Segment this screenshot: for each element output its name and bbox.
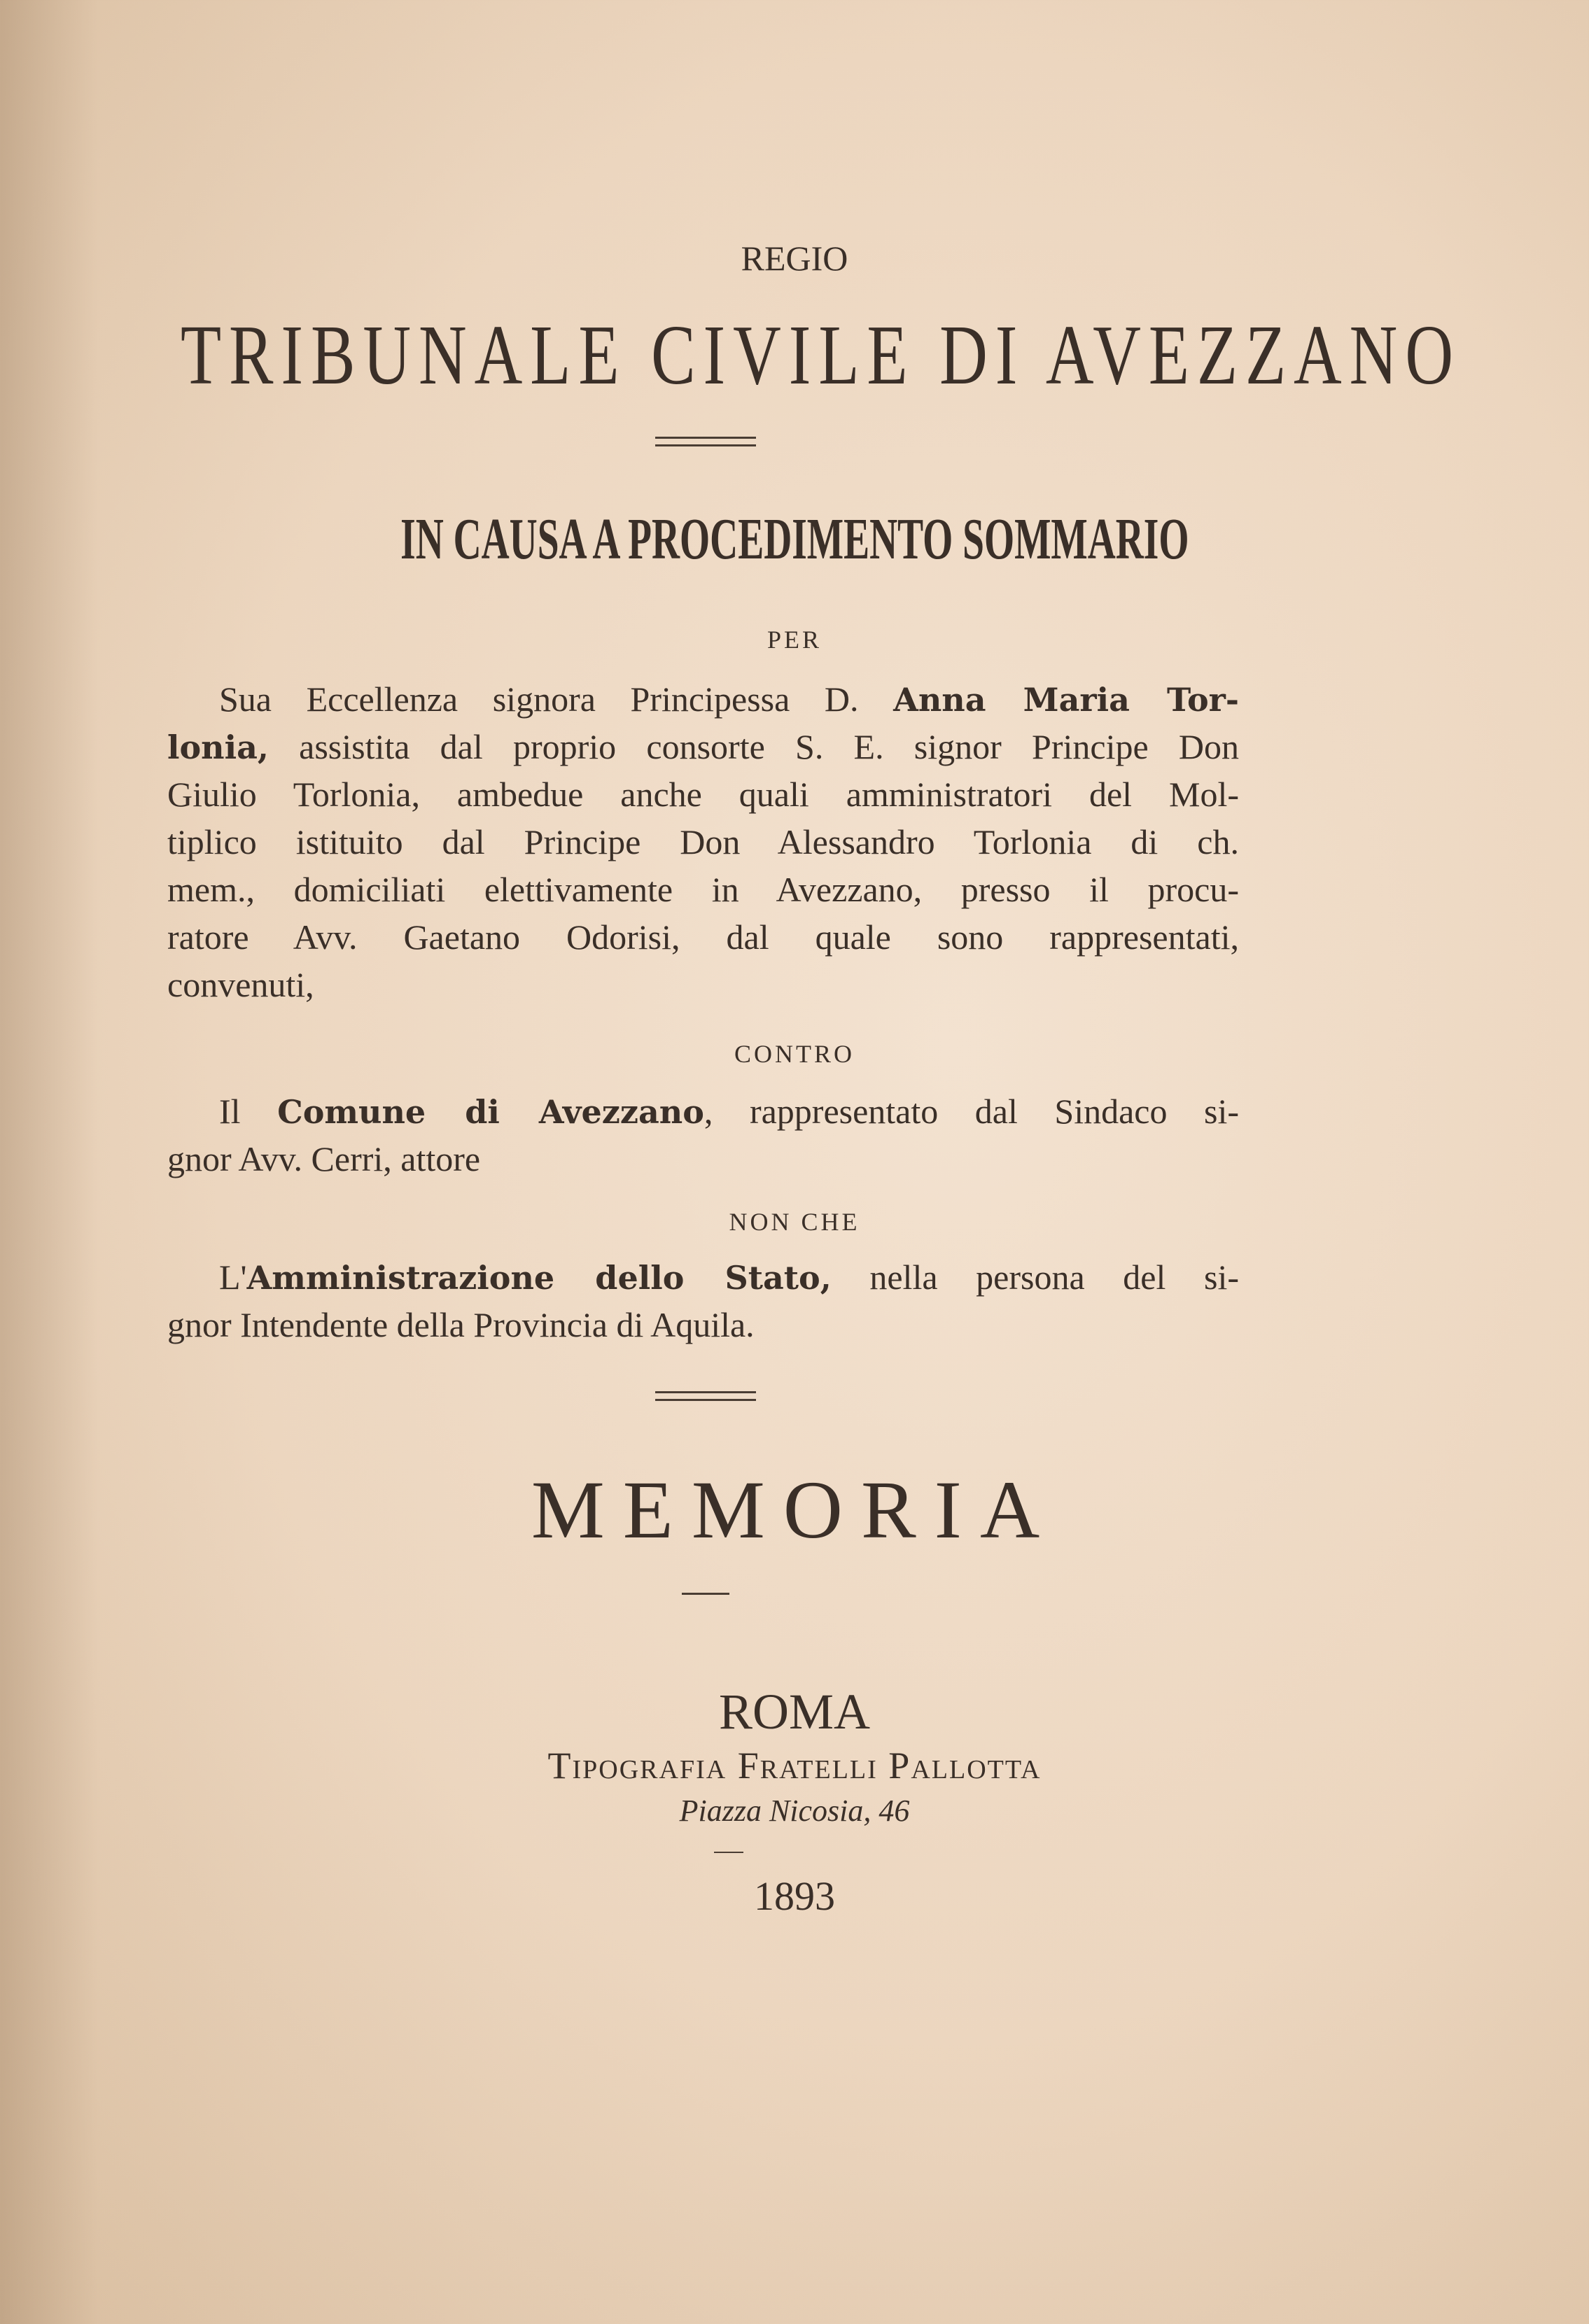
memoria-text: MEMORIA [531,1464,1058,1556]
text-line [167,1253,1239,1301]
double-rule-2 [655,1391,756,1401]
text-line [167,1087,1239,1135]
text-segment: gnor Avv. Cerri, attore [167,1139,481,1178]
non-che-text: NON CHE [729,1208,860,1236]
text-line [167,961,1239,1008]
imprint-dash [714,1852,743,1853]
text-segment: Il [219,1092,278,1131]
per-text: PER [766,626,822,654]
contro-text: CONTRO [734,1040,855,1068]
double-rule [655,437,756,446]
text-line [167,1135,1239,1183]
text-segment: nella persona del si- [831,1258,1239,1297]
text-segment: assistita dal proprio consorte S. E. signor Principe Don [268,727,1239,766]
non-che-label [0,1207,1589,1237]
regio-text: REGIO [741,239,848,278]
text-line [167,818,1239,866]
printer-text: Tipografia Fratelli Pallotta [547,1745,1042,1787]
text-line [167,770,1239,818]
year-text: 1893 [754,1873,835,1919]
bold-name: Amministrazione dello Stato, [246,1259,832,1297]
contro-label [0,1039,1589,1069]
short-rule [682,1593,729,1595]
procedure-subtitle [0,505,1589,573]
bold-name: Comune di Avezzano [277,1093,704,1131]
text-segment: ratore Avv. Gaetano Odorisi, dal quale sono rappresentati, [167,917,1239,957]
court-title [0,307,1589,404]
procedure-subtitle-text: IN CAUSA A PROCEDIMENTO SOMMARIO [400,507,1189,572]
text-line [167,723,1239,770]
text-segment: L' [219,1258,247,1297]
memoria-title [0,1463,1589,1558]
party-plaintiff [167,1087,1239,1183]
bold-name: Anna Maria Tor- [893,681,1240,719]
text-segment: Giulio Torlonia, ambedue anche quali amministratori del Mol- [167,775,1239,814]
address-text: Piazza Nicosia, 46 [679,1794,910,1828]
regio-label [0,238,1589,279]
text-segment: tiplico istituito dal Principe Don Alessandro Torlonia di ch. [167,822,1239,861]
text-line [167,675,1239,723]
text-segment: convenuti, [167,965,314,1004]
imprint-city [0,1683,1589,1741]
party-defendants [167,675,1239,1008]
imprint-address [0,1793,1589,1829]
text-segment: mem., domiciliati elettivamente in Avezzano, presso il procu- [167,870,1239,909]
text-line [167,1301,1239,1348]
city-text: ROMA [718,1684,871,1740]
text-segment: , rappresentato dal Sindaco si- [704,1092,1239,1131]
text-segment: gnor Intendente della Provincia di Aquila. [167,1305,755,1344]
text-segment: Sua Eccellenza signora Principessa D. [219,679,894,719]
imprint-printer [0,1744,1589,1787]
per-label [0,625,1589,654]
imprint-year [0,1873,1589,1920]
text-line [167,913,1239,961]
party-state [167,1253,1239,1348]
court-title-text: TRIBUNALE CIVILE DI AVEZZANO [180,308,1461,402]
text-line [167,866,1239,913]
bold-name: lonia, [167,728,269,766]
